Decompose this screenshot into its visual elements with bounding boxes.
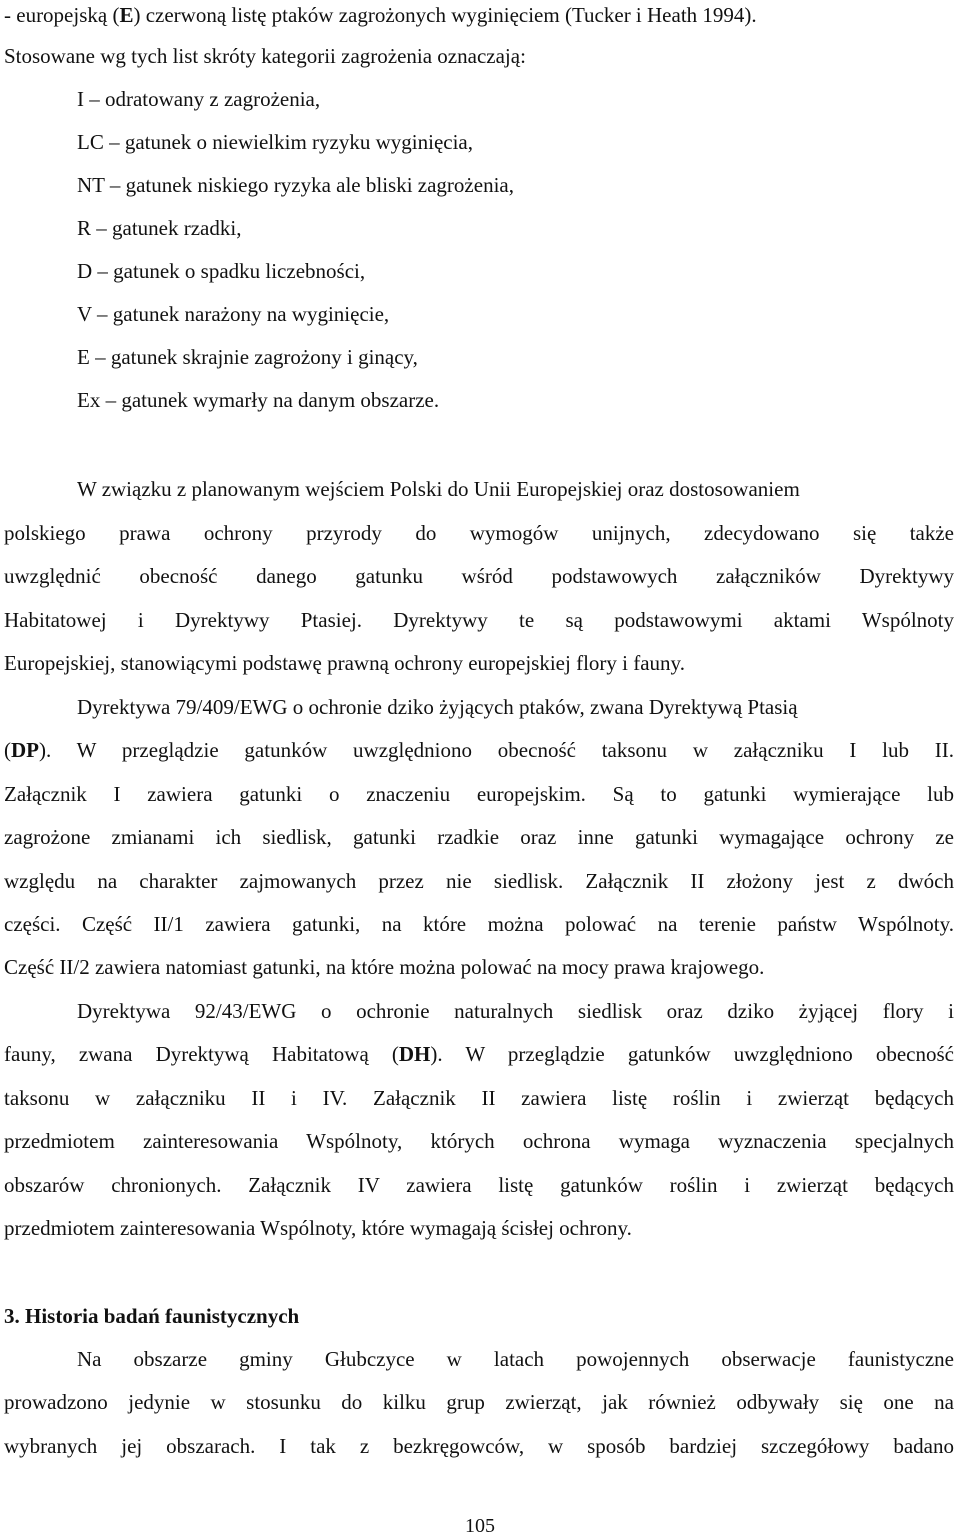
para3-line-1: Dyrektywa 92/43/EWG o ochronie naturalnych siedlisk oraz dziko żyjącej flory i <box>77 999 954 1023</box>
para1-line-2: polskiego prawa ochrony przyrody do wymogów unijnych, zdecydowano się także <box>4 521 954 545</box>
category-item: NT – gatunek niskiego ryzyka ale bliski zagrożenia, <box>77 173 514 197</box>
para1-line-4: Habitatowej i Dyrektywy Ptasiej. Dyrektywy te są podstawowymi aktami Wspólnoty <box>4 608 954 632</box>
para1-line-5: Europejskiej, stanowiącymi podstawę prawną ochrony europejskiej flory i fauny. <box>4 651 685 675</box>
para3-line-2: fauny, zwana Dyrektywą Habitatową (DH). W przeglądzie gatunków uwzględniono obecność <box>4 1042 954 1066</box>
para4-line-2: prowadzono jedynie w stosunku do kilku grup zwierząt, jak również odbywały się one na <box>4 1390 954 1414</box>
para3-line-4: przedmiotem zainteresowania Wspólnoty, których ochrona wymaga wyznaczenia specjalnych <box>4 1129 954 1153</box>
para4-line-3: wybranych jej obszarach. I tak z bezkręgowców, w sposób bardziej szczegółowy badano <box>4 1434 954 1458</box>
para2-line-2: (DP). W przeglądzie gatunków uwzględniono obecność taksonu w załączniku I lub II. <box>4 738 954 762</box>
para4-line-1: Na obszarze gminy Głubczyce w latach powojennych obserwacje faunistyczne <box>77 1347 954 1371</box>
category-item: Ex – gatunek wymarły na danym obszarze. <box>77 388 440 412</box>
para3-line-6: przedmiotem zainteresowania Wspólnoty, które wymagają ścisłej ochrony. <box>4 1216 632 1240</box>
para2-line-4: zagrożone zmianami ich siedlisk, gatunki rzadkie oraz inne gatunki wymagające ochrony ze <box>4 825 954 849</box>
category-item: I – odratowany z zagrożenia, <box>77 87 321 111</box>
page-number: 105 <box>465 1515 495 1537</box>
para1-line-3: uwzględnić obecność danego gatunku wśród podstawowych załączników Dyrektywy <box>4 564 954 588</box>
para2-line-1: Dyrektywa 79/409/EWG o ochronie dziko żyjących ptaków, zwana Dyrektywą Ptasią <box>77 695 798 719</box>
intro-line-1: - europejską (E) czerwoną listę ptaków zagrożonych wyginięciem (Tucker i Heath 1994). <box>4 3 757 27</box>
category-item: V – gatunek narażony na wyginięcie, <box>77 302 390 326</box>
abbr-dp: DP <box>11 738 39 762</box>
category-item: R – gatunek rzadki, <box>77 216 242 240</box>
abbr-dh: DH <box>398 1042 431 1066</box>
category-item: D – gatunek o spadku liczebności, <box>77 259 366 283</box>
category-item: LC – gatunek o niewielkim ryzyku wyginięcia, <box>77 130 473 154</box>
para2-line-3: Załącznik I zawiera gatunki o znaczeniu europejskim. Są to gatunki wymierające lub <box>4 782 954 806</box>
abbr-e: E <box>119 3 134 27</box>
para2-line-7: Część II/2 zawiera natomiast gatunki, na które można polować na mocy prawa krajowego. <box>4 955 765 979</box>
para1-line-1: W związku z planowanym wejściem Polski do Unii Europejskiej oraz dostosowaniem <box>77 477 800 501</box>
para3-line-3: taksonu w załączniku II i IV. Załącznik II zawiera listę roślin i zwierząt będących <box>4 1086 954 1110</box>
category-item: E – gatunek skrajnie zagrożony i ginący, <box>77 345 418 369</box>
para3-line-5: obszarów chronionych. Załącznik IV zawiera listę gatunków roślin i zwierząt będących <box>4 1173 954 1197</box>
para2-line-5: względu na charakter zajmowanych przez nie siedlisk. Załącznik II złożony jest z dwóch <box>4 869 954 893</box>
para2-line-6: części. Część II/1 zawiera gatunki, na które można polować na terenie państw Wspólnoty. <box>4 912 954 936</box>
section-heading: 3. Historia badań faunistycznych <box>4 1304 300 1328</box>
intro-line-2: Stosowane wg tych list skróty kategorii zagrożenia oznaczają: <box>4 44 526 68</box>
